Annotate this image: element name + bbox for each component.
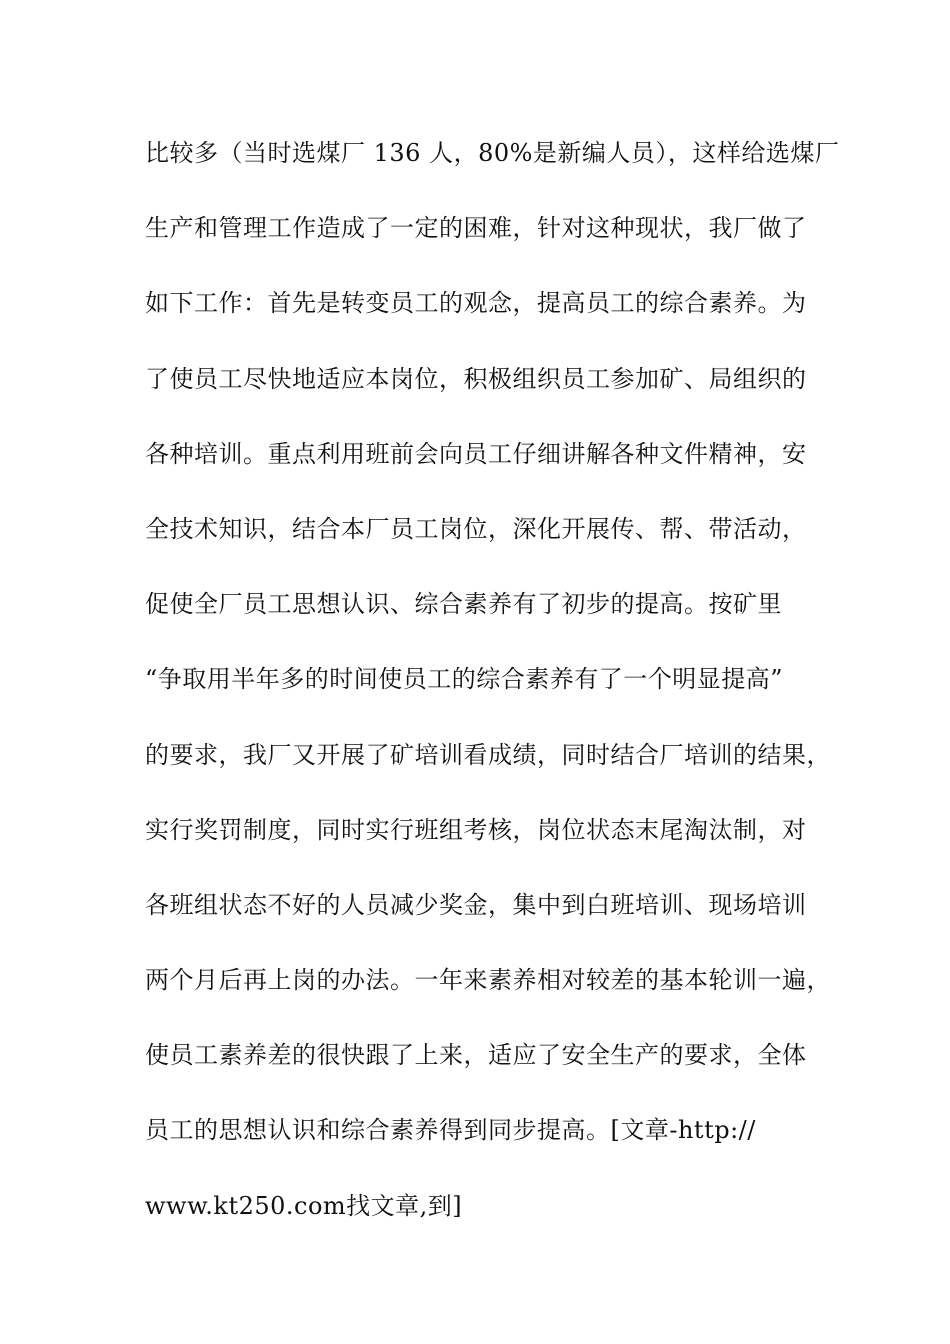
text-line-6: 全技术知识，结合本厂员工岗位，深化开展传、帮、带活动， xyxy=(145,514,807,543)
text-line-8: “争取用半年多的时间使员工的综合素养有了一个明显提高” xyxy=(145,665,784,694)
text-line-1: 比较多（当时选煤厂 136 人，80%是新编人员），这样给选煤厂 xyxy=(145,139,840,167)
text-line-13: 使员工素养差的很快跟了上来，适应了安全生产的要求，全体 xyxy=(145,1041,807,1070)
text-line-10: 实行奖罚制度，同时实行班组考核，岗位状态末尾淘汰制，对 xyxy=(145,815,807,844)
text-line-15: www.kt250.com找文章,到] xyxy=(145,1191,463,1220)
text-line-2: 生产和管理工作造成了一定的困难，针对这种现状，我厂做了 xyxy=(145,214,807,243)
text-line-12: 两个月后再上岗的办法。一年来素养相对较差的基本轮训一遍， xyxy=(145,966,831,995)
text-line-7: 促使全厂员工思想认识、综合素养有了初步的提高。按矿里 xyxy=(145,590,782,619)
body-text xyxy=(145,127,845,1255)
text-line-14: 员工的思想认识和综合素养得到同步提高。[文章-http:// xyxy=(145,1116,756,1145)
text-line-11: 各班组状态不好的人员减少奖金，集中到白班培训、现场培训 xyxy=(145,890,807,919)
text-line-3: 如下工作：首先是转变员工的观念，提高员工的综合素养。为 xyxy=(145,289,807,318)
text-line-5: 各种培训。重点利用班前会向员工仔细讲解各种文件精神，安 xyxy=(145,439,807,468)
text-line-9: 的要求，我厂又开展了矿培训看成绩，同时结合厂培训的结果， xyxy=(145,740,831,769)
text-line-4: 了使员工尽快地适应本岗位，积极组织员工参加矿、局组织的 xyxy=(145,364,807,393)
